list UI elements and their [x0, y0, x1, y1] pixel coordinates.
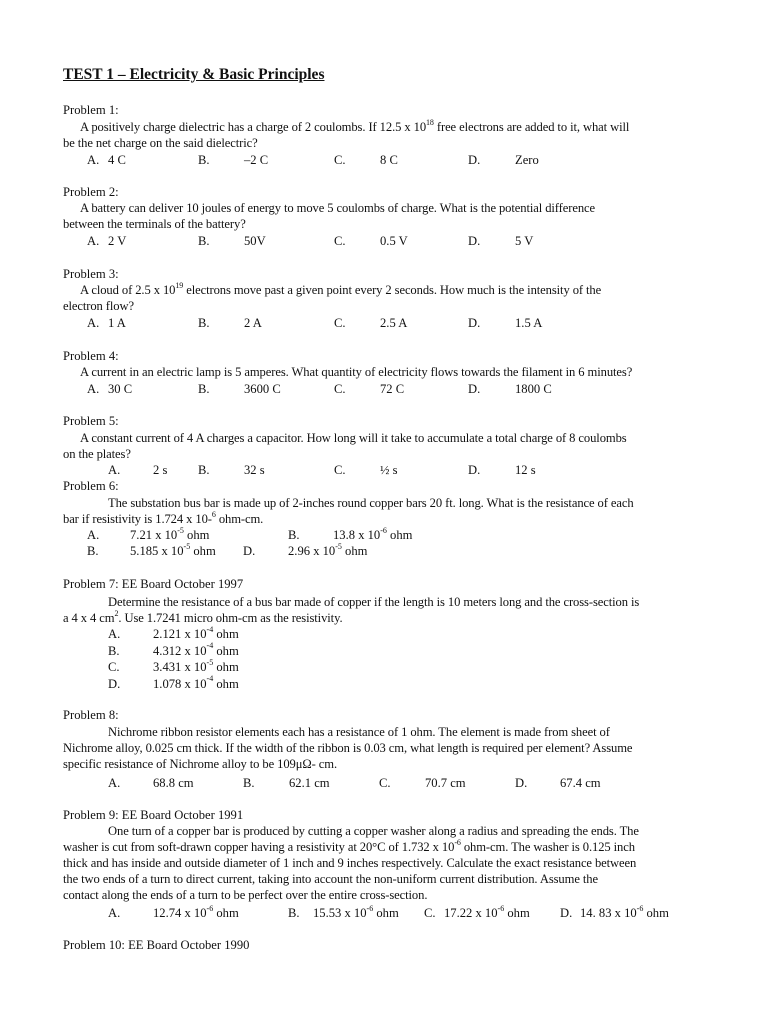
option-text: 1.5 A — [515, 316, 543, 330]
problem-text-line: Determine the resistance of a bus bar made of copper if the length is 10 meters long and the cross-section is — [108, 595, 640, 609]
option-text: 50V — [244, 234, 266, 248]
option-text: Zero — [515, 153, 539, 167]
option-letter: A. — [87, 382, 100, 396]
option-letter: B. — [243, 776, 255, 790]
option-letter: B. — [108, 643, 120, 658]
option-text: 2 A — [244, 316, 262, 330]
option-letter: D. — [108, 676, 121, 691]
option-letter: D. — [468, 463, 481, 477]
problem-text-line: specific resistance of Nichrome alloy to be 109μΩ- cm. — [63, 757, 338, 771]
option-text: 0.5 V — [380, 234, 408, 248]
problem-text-line: A constant current of 4 A charges a capacitor. How long will it take to accumulate a total charge of 8 coulombs — [80, 431, 627, 445]
option-letter: C. — [379, 776, 391, 790]
option-text: 2 V — [108, 234, 127, 248]
problem-text-line: contact along the ends of a turn to be perfect over the entire cross-section. — [63, 888, 428, 902]
problem-text-line: A cloud of 2.5 x $10^{19}$ electrons move past a given point every 2 seconds. How much is the intensity of the — [80, 280, 602, 297]
option-letter: B. — [87, 544, 99, 558]
option-text: 3.431 x $10^{-5}$ ohm — [153, 657, 239, 674]
problem-text-line: on the plates? — [63, 447, 131, 461]
option-letter: C. — [334, 234, 346, 248]
option-letter: A. — [87, 234, 100, 248]
problem-text-line: the two ends of a turn to direct current, taking into account the non-uniform current distribution. Assume the — [63, 872, 598, 886]
option-text: 30 C — [108, 382, 133, 396]
problem-text-line: a 4 x 4 $cm^2$. Use 1.7241 micro ohm-cm as the resistivity. — [63, 608, 343, 625]
problem-text-line: be the net charge on the said dielectric? — [63, 136, 258, 150]
problem-header: Problem 10: EE Board October 1990 — [63, 938, 250, 952]
option-letter: B. — [198, 316, 210, 330]
option-letter: C. — [108, 660, 120, 674]
option-letter: C. — [334, 382, 346, 396]
problem-text-line: washer is cut from soft-drawn copper having a resistivity at 20°C of 1.732 x $10^{-6}$ ohm-cm. The washer is 0.125 inch — [63, 837, 635, 854]
problem-text-line: The substation bus bar is made up of 2-inches round copper bars 20 ft. long. What is the resistance of each — [108, 496, 634, 510]
problem-header: Problem 5: — [63, 414, 119, 428]
problem-text-line: Nichrome ribbon resistor elements each has a resistance of 1 ohm. The element is made from sheet of — [108, 725, 610, 739]
option-text: ½ s — [380, 463, 398, 477]
option-text: 70.7 cm — [425, 776, 466, 790]
option-text: 1800 C — [515, 382, 552, 396]
option-letter: C. — [334, 316, 346, 330]
option-letter: C. — [334, 153, 346, 167]
problem-header: Problem 1: — [63, 103, 119, 117]
option-text: 2.5 A — [380, 316, 408, 330]
option-letter: C. — [334, 463, 346, 477]
problem-header: Problem 4: — [63, 349, 119, 363]
option-letter: D. — [468, 234, 481, 248]
option-text: 62.1 cm — [289, 776, 330, 790]
option-text: 7.21 x $10^{-5}$ ohm — [130, 525, 210, 542]
option-letter: B. — [198, 382, 210, 396]
problem-text-line: bar if resistivity is 1.724 x 10-$^6$ ohm-cm. — [63, 509, 264, 526]
option-text: 15.53 x $10^{-6}$ ohm — [313, 903, 399, 920]
problem-text-line: thick and has inside and outside diameter of 1 inch and 9 inches respectively. Calculate the exact resistance between — [63, 856, 637, 870]
option-letter: A. — [87, 153, 100, 167]
option-letter: C. — [424, 906, 436, 920]
option-text: 12.74 x $10^{-6}$ ohm — [153, 903, 239, 920]
option-letter: A. — [108, 906, 121, 920]
option-text: 13.8 x $10^{-6}$ ohm — [333, 525, 413, 542]
problem-text-line: A positively charge dielectric has a charge of 2 coulombs. If 12.5 x $10^{18}$ free electrons are added to it, what will — [80, 117, 630, 134]
problem-text-line: Nichrome alloy, 0.025 cm thick. If the width of the ribbon is 0.03 cm, what length is required per element? Assume — [63, 741, 633, 755]
option-letter: D. — [468, 153, 481, 167]
option-text: 4.312 x $10^{-4}$ ohm — [153, 641, 239, 658]
page-title: TEST 1 – Electricity & Basic Principles — [63, 66, 325, 83]
problem-header: Problem 2: — [63, 185, 119, 199]
option-text: 12 s — [515, 463, 536, 477]
option-text: 5 V — [515, 234, 534, 248]
option-text: 67.4 cm — [560, 776, 601, 790]
problem-header: Problem 9: EE Board October 1991 — [63, 808, 244, 822]
option-text: 14. 83 x $10^{-6}$ ohm — [580, 903, 669, 920]
option-letter: D. — [560, 906, 573, 920]
option-letter: B. — [288, 906, 300, 920]
option-text: 1.078 x $10^{-4}$ ohm — [153, 674, 239, 691]
option-text: 8 C — [380, 153, 398, 167]
option-text: 72 C — [380, 382, 405, 396]
option-letter: B. — [288, 528, 300, 542]
option-text: 2 s — [153, 463, 168, 477]
option-text: 1 A — [108, 316, 126, 330]
option-text: 4 C — [108, 153, 126, 167]
option-letter: D. — [515, 776, 528, 790]
problem-text-line: electron flow? — [63, 299, 134, 313]
problem-header: Problem 6: — [63, 479, 119, 493]
option-text: 3600 C — [244, 382, 281, 396]
option-letter: B. — [198, 234, 210, 248]
option-letter: A. — [108, 463, 121, 477]
option-text: –2 C — [244, 153, 269, 167]
problem-header: Problem 7: EE Board October 1997 — [63, 577, 244, 591]
option-letter: B. — [198, 153, 210, 167]
problem-text-line: One turn of a copper bar is produced by cutting a copper washer along a radius and spreading the ends. The — [108, 824, 639, 838]
problem-text-line: A battery can deliver 10 joules of energy to move 5 coulombs of charge. What is the potential difference — [80, 201, 595, 215]
option-letter: A. — [87, 316, 100, 330]
option-letter: A. — [87, 528, 100, 542]
option-letter: D. — [243, 544, 256, 558]
option-text: 32 s — [244, 463, 265, 477]
option-letter: A. — [108, 776, 121, 790]
option-text: 2.121 x $10^{-4}$ ohm — [153, 624, 239, 641]
option-text: 17.22 x $10^{-6}$ ohm — [444, 903, 530, 920]
problem-header: Problem 3: — [63, 267, 119, 281]
option-letter: B. — [198, 463, 210, 477]
option-letter: D. — [468, 316, 481, 330]
option-text: 2.96 x $10^{-5}$ ohm — [288, 541, 368, 558]
option-text: 5.185 x $10^{-5}$ ohm — [130, 541, 216, 558]
option-letter: A. — [108, 627, 121, 641]
problem-header: Problem 8: — [63, 708, 119, 722]
problem-text-line: A current in an electric lamp is 5 amperes. What quantity of electricity flows towards the filament in 6 minutes? — [80, 365, 633, 379]
option-text: 68.8 cm — [153, 776, 194, 790]
problem-text-line: between the terminals of the battery? — [63, 217, 246, 231]
option-letter: D. — [468, 382, 481, 396]
